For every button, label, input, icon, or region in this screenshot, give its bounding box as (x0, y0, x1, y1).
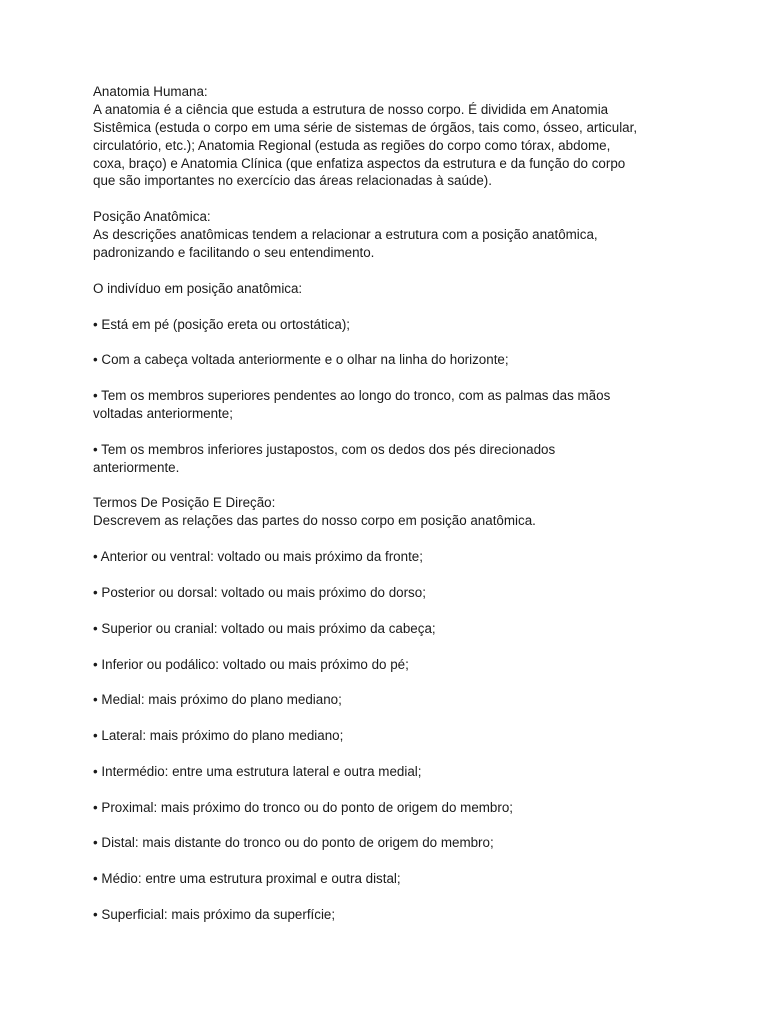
section-posicao-anatomica (93, 208, 693, 476)
list-item: • Intermédio: entre uma estrutura lateral e outra medial; (93, 763, 422, 779)
list-item (93, 441, 693, 477)
list-item: • Proximal: mais próximo do tronco ou do ponto de origem do membro; (93, 799, 513, 815)
section-anatomia-humana (93, 83, 693, 190)
spacer (93, 190, 693, 208)
list-item: • Médio: entre uma estrutura proximal e outra distal; (93, 871, 401, 887)
paragraph-line: coxa, braço) e Anatomia Clínica (que enfatiza aspectos da estrutura e da função do corpo (93, 155, 626, 171)
spacer (93, 298, 693, 316)
spacer (93, 333, 693, 351)
paragraph-line: padronizando e facilitando o seu entendimento. (93, 245, 375, 261)
list-item (93, 316, 693, 334)
section-heading: Anatomia Humana: (93, 84, 208, 99)
spacer (93, 709, 693, 727)
paragraph-line: que são importantes no exercício das áreas relacionadas à saúde). (93, 173, 492, 189)
paragraph-line: As descrições anatômicas tendem a relacionar a estrutura com a posição anatômica, (93, 227, 598, 243)
spacer (93, 638, 693, 656)
section-heading: Termos De Posição E Direção: (93, 495, 276, 511)
spacer (93, 530, 693, 548)
list-item-text: • Tem os membros superiores pendentes ao longo do tronco, com as palmas das mãos (93, 388, 611, 404)
spacer (93, 781, 693, 799)
list-item-text: • Está em pé (posição ereta ou ortostática); (93, 316, 351, 332)
list-item-text: • Tem os membros inferiores justapostos, com os dedos dos pés direcionados (93, 441, 556, 457)
spacer (93, 673, 693, 691)
spacer (93, 602, 693, 620)
list-item-text: • Com a cabeça voltada anteriormente e o olhar na linha do horizonte; (93, 352, 509, 368)
list-item: • Distal: mais distante do tronco ou do ponto de origem do membro; (93, 835, 494, 851)
list-item (93, 387, 693, 423)
list-item: • Superior ou cranial: voltado ou mais próximo da cabeça; (93, 620, 436, 636)
spacer (93, 369, 693, 387)
paragraph-line: A anatomia é a ciência que estuda a estrutura de nosso corpo. É dividida em Anatomia (93, 101, 609, 117)
list-item (93, 351, 693, 369)
list-item: • Inferior ou podálico: voltado ou mais próximo do pé; (93, 656, 409, 672)
list-item-text: voltadas anteriormente; (93, 406, 233, 422)
spacer (93, 745, 693, 763)
spacer (93, 566, 693, 584)
spacer (93, 852, 693, 870)
list-item: • Superficial: mais próximo da superfície; (93, 906, 336, 922)
list-item: • Posterior ou dorsal: voltado ou mais próximo do dorso; (93, 584, 426, 600)
paragraph-line: Descrevem as relações das partes do nosso corpo em posição anatômica. (93, 513, 536, 529)
spacer (93, 817, 693, 835)
spacer (93, 262, 693, 280)
paragraph-line: Sistêmica (estuda o corpo em uma série de sistemas de órgãos, tais como, ósseo, articular, (93, 119, 638, 135)
paragraph-line: O indivíduo em posição anatômica: (93, 280, 303, 296)
spacer (93, 423, 693, 441)
paragraph-line: circulatório, etc.); Anatomia Regional (estuda as regiões do corpo como tórax, abdome, (93, 137, 611, 153)
list-item: • Lateral: mais próximo do plano mediano; (93, 728, 344, 744)
spacer (93, 477, 693, 495)
list-item: • Anterior ou ventral: voltado ou mais próximo da fronte; (93, 549, 423, 565)
list-item-text: anteriormente. (93, 459, 180, 475)
list-item: • Medial: mais próximo do plano mediano; (93, 692, 342, 708)
document-page (93, 83, 693, 924)
spacer (93, 888, 693, 906)
section-heading: Posição Anatômica: (93, 209, 211, 225)
section-termos-posicao (93, 494, 693, 923)
